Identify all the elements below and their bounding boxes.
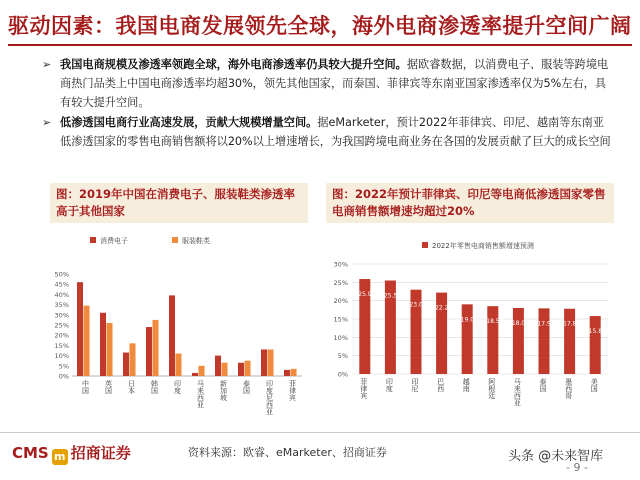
arrow-bullet-icon: ➢ [42, 58, 52, 71]
y-tick-label: 40% [54, 290, 69, 299]
bullet-item-2 [42, 113, 612, 151]
bar-9 [590, 316, 601, 374]
logo-cn-text: 招商证券 [70, 444, 131, 462]
bullet-item-1 [42, 55, 612, 112]
bar-4 [462, 304, 473, 374]
bullet-2-heading: 低渗透国电商行业高速发展，贡献大规模增量空间。 [60, 116, 318, 129]
data-label: 15.8% [588, 328, 608, 336]
right-chart-caption: 图：2022年预计菲律宾、印尼等电商低渗透国家零售电商销售额增速均超过20% [326, 183, 614, 223]
y-tick-label: 20% [54, 331, 69, 340]
x-tick-label: 墨西哥 [564, 378, 573, 399]
y-tick-label: 20% [333, 297, 348, 306]
x-tick-label: 菲律宾 [359, 378, 368, 399]
legend-swatch [422, 242, 428, 248]
y-tick-label: 10% [333, 333, 348, 342]
bar-5-0 [192, 373, 198, 376]
bar-7-0 [238, 363, 244, 376]
y-tick-label: 50% [54, 270, 69, 279]
bullet-1-heading: 我国电商规模及渗透率领跑全球，海外电商渗透率仍具较大提升空间。 [60, 58, 407, 71]
x-tick-label: 印度 [385, 378, 394, 392]
bar-9-0 [284, 370, 290, 376]
data-label: 25.9% [358, 291, 378, 299]
bar-3-0 [146, 327, 152, 376]
penetration-rate-chart [40, 228, 310, 428]
x-tick-label: 印度尼西亚 [265, 380, 274, 415]
data-label: 18.0% [511, 320, 531, 327]
y-tick-label: 35% [54, 301, 69, 310]
bar-8-1 [268, 349, 274, 376]
cms-logo [12, 442, 131, 465]
legend-label-0: 消费电子 [100, 237, 128, 245]
bar-1-1 [107, 323, 113, 376]
x-tick-label: 泰国 [242, 380, 251, 394]
bar-4-1 [176, 354, 182, 376]
bullet-2-text: 据eMarketer，预计2022年菲律宾、印尼、越南等东南亚低渗透国家的零售电商销售额将以20%以上增速增长，为我国跨境电商业务在各国的发展贡献了巨大的成长空间 [60, 116, 611, 148]
growth-forecast-chart [318, 228, 614, 432]
x-tick-label: 美国 [590, 378, 599, 392]
page-number: - 9 - [566, 461, 588, 474]
y-tick-label: 25% [333, 278, 348, 287]
y-tick-label: 45% [54, 280, 69, 289]
bar-4-0 [169, 295, 175, 376]
bar-8-0 [261, 349, 267, 376]
x-tick-label: 中国 [81, 380, 90, 394]
y-tick-label: 5% [337, 352, 348, 361]
data-label: 23.0% [409, 301, 429, 309]
y-tick-label: 0% [337, 370, 348, 379]
bar-3-1 [153, 320, 159, 376]
bar-7-1 [245, 361, 251, 376]
x-tick-label: 日本 [127, 380, 136, 394]
bar-6-1 [222, 363, 228, 376]
logo-text: CMS [12, 444, 49, 462]
data-label: 17.9% [537, 320, 557, 328]
bar-6 [513, 308, 524, 374]
x-tick-label: 英国 [104, 380, 113, 394]
left-chart-caption: 图：2019年中国在消费电子、服装鞋类渗透率高于其他国家 [50, 183, 308, 223]
y-tick-label: 30% [54, 311, 69, 320]
footer-divider [0, 432, 640, 433]
legend-swatch-1 [172, 237, 178, 243]
bar-5-1 [199, 366, 205, 376]
bar-9-1 [291, 369, 297, 376]
bar-6-0 [215, 356, 221, 376]
arrow-bullet-icon: ➢ [42, 116, 52, 129]
page-title: 驱动因素：我国电商发展领先全球，海外电商渗透率提升空间广阔 [8, 13, 632, 38]
legend-swatch-0 [90, 237, 96, 243]
x-tick-label: 阿根廷 [487, 378, 496, 399]
data-label: 19.0% [460, 316, 480, 324]
legend-label-1: 服装鞋类 [182, 237, 210, 245]
data-label: 17.8% [563, 320, 583, 328]
x-tick-label: 马来西亚 [196, 380, 205, 408]
x-tick-label: 巴西 [436, 378, 445, 392]
y-tick-label: 15% [333, 315, 348, 324]
data-label: 22.2% [435, 304, 455, 312]
bar-8 [564, 309, 575, 374]
logo-mark-icon: m [52, 449, 68, 465]
x-tick-label: 马来西亚 [513, 378, 522, 406]
bar-5 [487, 306, 498, 374]
source-note: 资料来源：欧睿、eMarketer、招商证券 [188, 446, 387, 459]
bullet-1-text: 据欧睿数据，以消费电子、服装等跨境电商热门品类上中国电商渗透率均超30%，领先其他国家，而泰国、菲律宾等东南亚国家渗透率仅为5%左右，具有较大提升空间。 [60, 58, 609, 109]
x-tick-label: 越南 [462, 378, 471, 392]
data-label: 18.5% [486, 318, 506, 326]
x-tick-label: 泰国 [539, 378, 547, 392]
title-divider [8, 44, 632, 46]
data-label: 25.5% [383, 292, 403, 300]
x-tick-label: 印度 [173, 380, 182, 394]
bullet-list [42, 55, 612, 152]
y-tick-label: 25% [54, 321, 69, 330]
x-tick-label: 新加坡 [219, 380, 228, 401]
y-tick-label: 30% [333, 260, 348, 269]
y-tick-label: 15% [54, 341, 69, 350]
watermark: 头条 @未来智库 [508, 449, 604, 464]
bar-2-1 [130, 343, 136, 376]
bar-0-1 [84, 306, 90, 376]
bar-2-0 [123, 353, 129, 376]
y-tick-label: 10% [54, 352, 69, 361]
y-tick-label: 0% [58, 372, 69, 381]
bar-1-0 [100, 313, 106, 376]
y-tick-label: 5% [58, 362, 69, 371]
bar-0-0 [77, 282, 83, 376]
bar-7 [539, 308, 550, 374]
legend-label: 2022年零售电商销售额增速预测 [432, 242, 534, 250]
x-tick-label: 韩国 [150, 380, 159, 394]
x-tick-label: 印尼 [411, 378, 419, 392]
x-tick-label: 菲律宾 [288, 380, 297, 401]
